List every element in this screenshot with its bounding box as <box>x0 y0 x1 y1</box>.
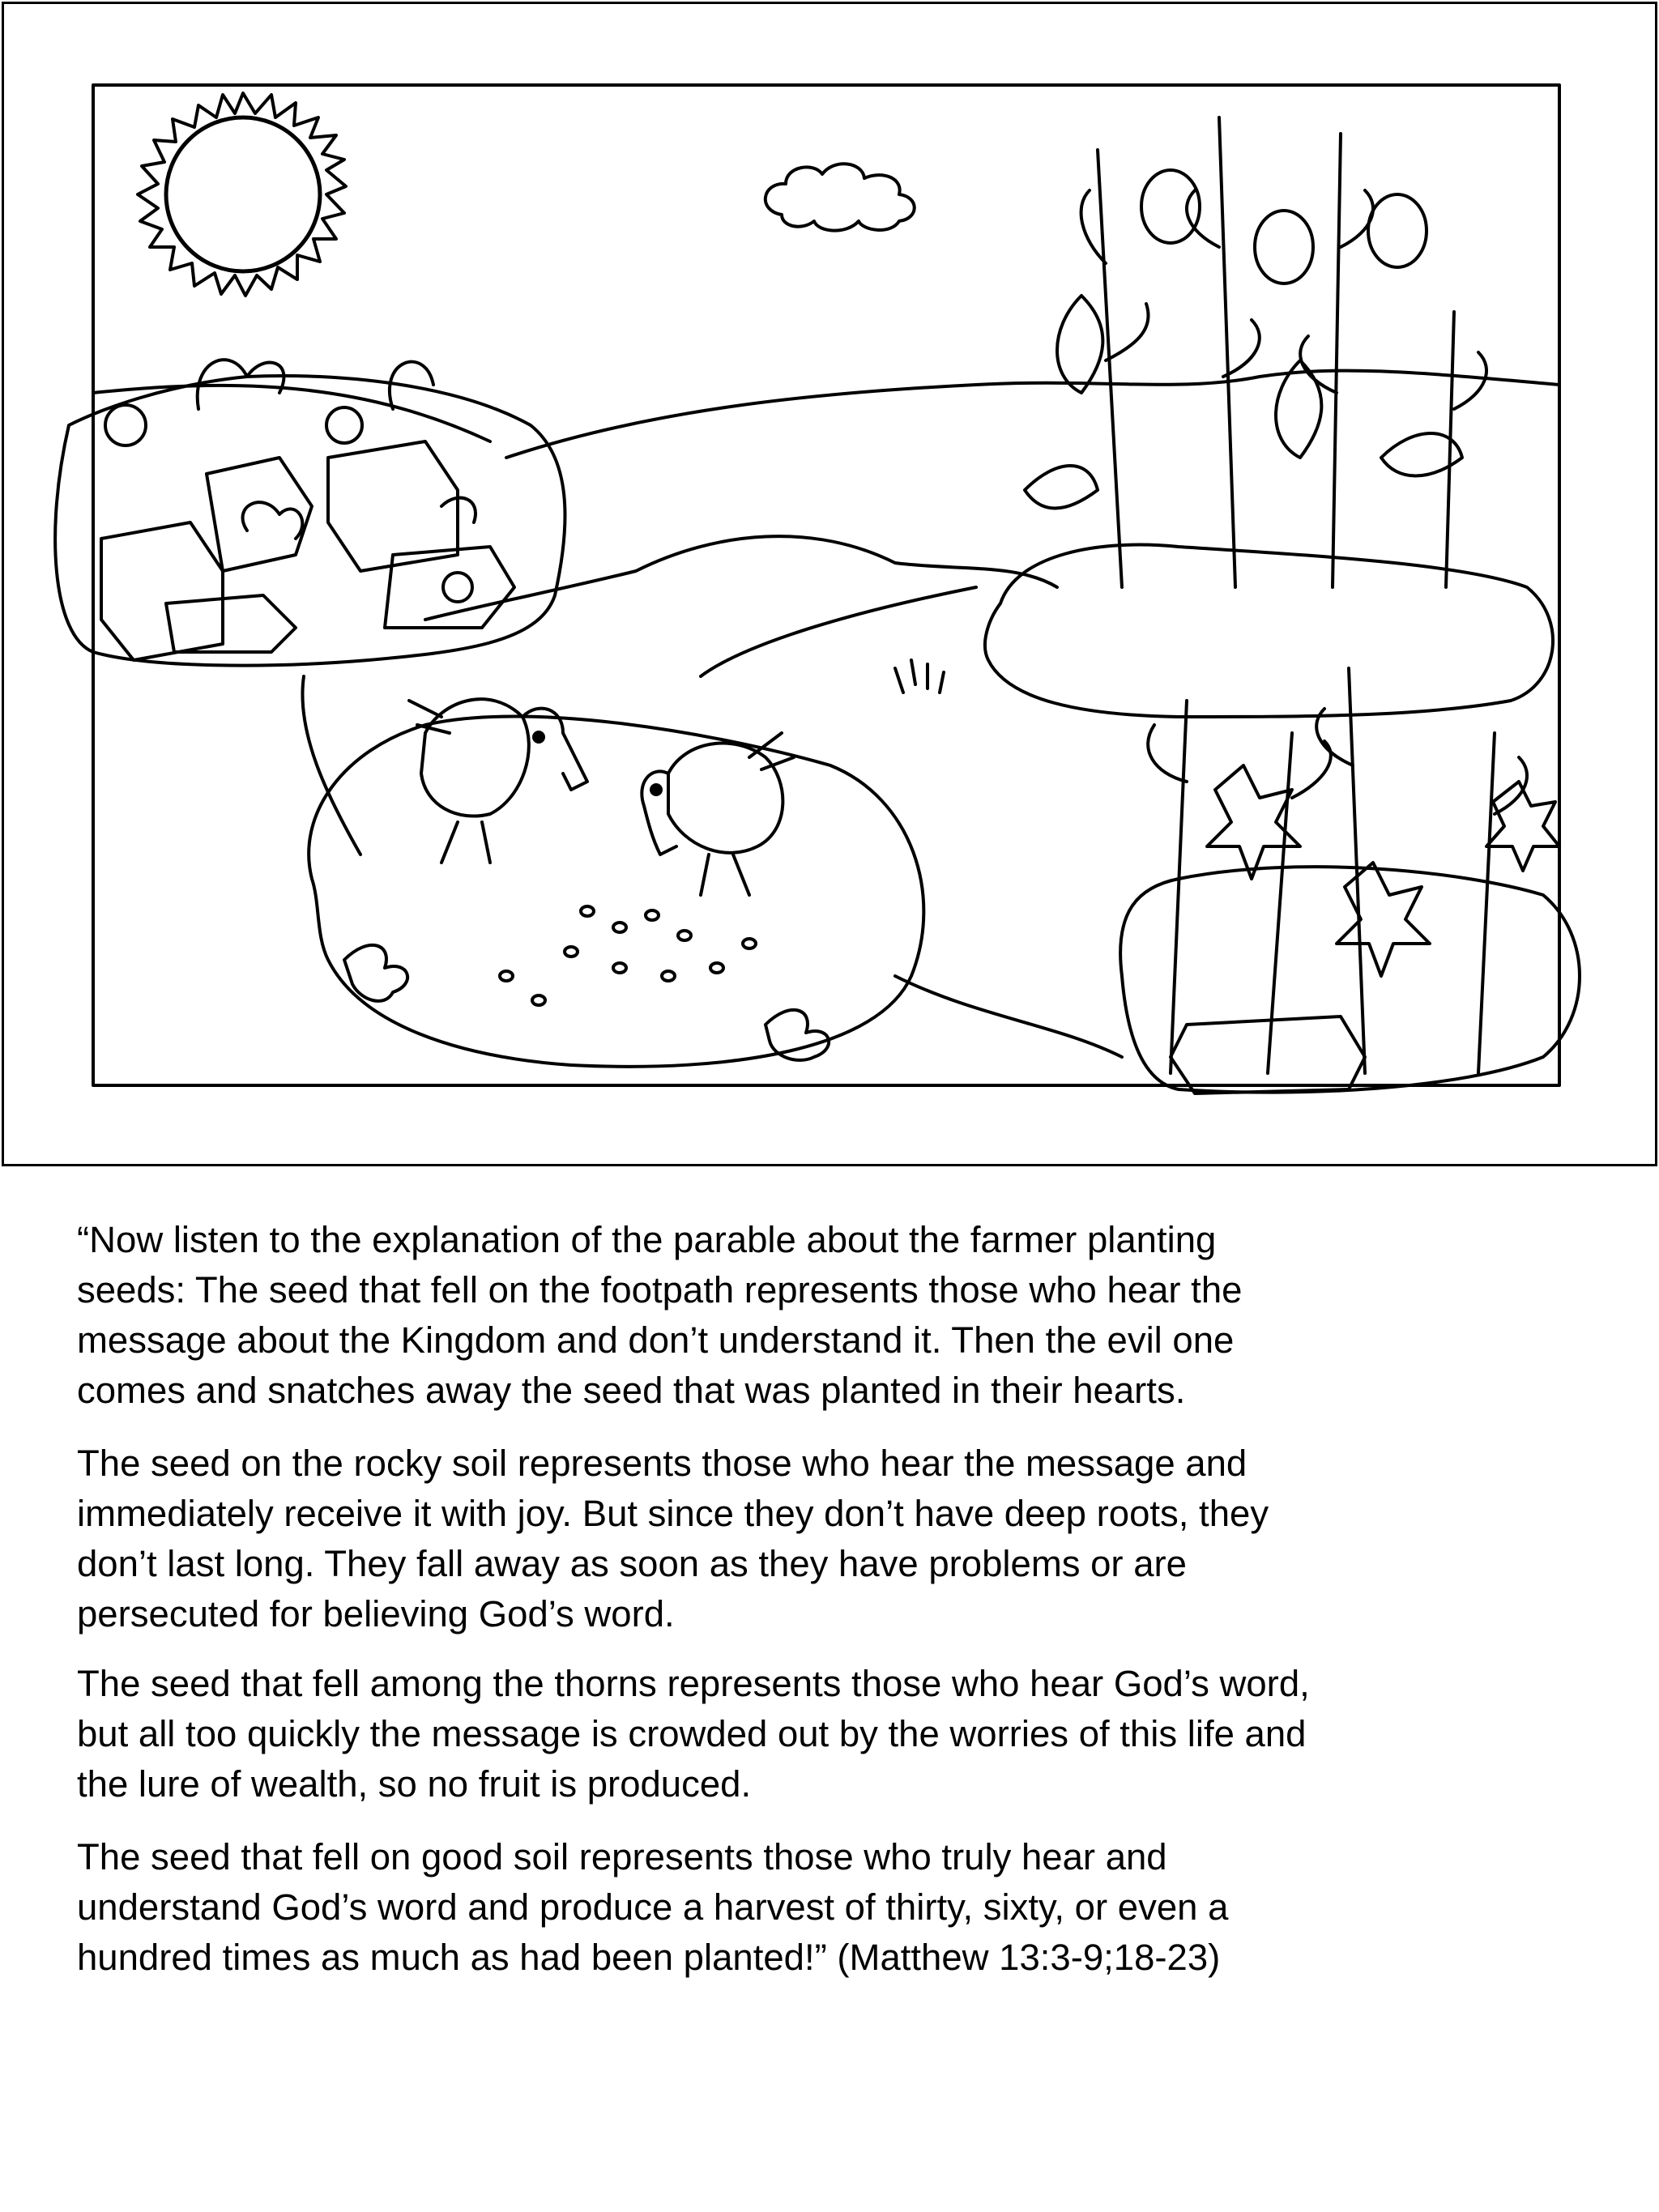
illustration-frame <box>2 2 1657 1166</box>
scripture-text-block <box>77 1215 1616 1983</box>
rocky-soil-sprouts <box>55 360 565 665</box>
good-soil-grain-plants <box>985 117 1553 717</box>
paragraph-thorns: The seed that fell among the thorns represents those who hear God’s word, but all too quickly the message is crowded out by the worries of this life and the lure of wealth, so no fruit is produced. <box>77 1663 1310 1805</box>
paragraph-rocky-soil: The seed on the rocky soil represents those who hear the message and immediately receive it with joy. But since they don’t have deep roots, they don’t last long. They fall away as soon as they have problems or are persecuted for believing God’s word. <box>77 1443 1269 1634</box>
cloud-icon <box>766 164 915 230</box>
parable-illustration <box>4 4 1657 1166</box>
paragraph-footpath: “Now listen to the explanation of the parable about the farmer planting seeds: The seed that fell on the footpath represents those who hear the message about the Kingdom and don’t understand it. Then the evil one comes and snatches away the seed that was planted in their hearts. <box>77 1219 1243 1411</box>
paragraph-good-soil: The seed that fell on good soil represents those who truly hear and understand God’s word and produce a harvest of thirty, sixty, or even a hundred times as much as had been planted!” (Matthew 13:3-9;18-23) <box>77 1836 1229 1978</box>
thorn-bushes <box>1120 668 1580 1093</box>
sun-icon <box>138 93 346 296</box>
path-birds-eating-seeds <box>309 699 923 1067</box>
